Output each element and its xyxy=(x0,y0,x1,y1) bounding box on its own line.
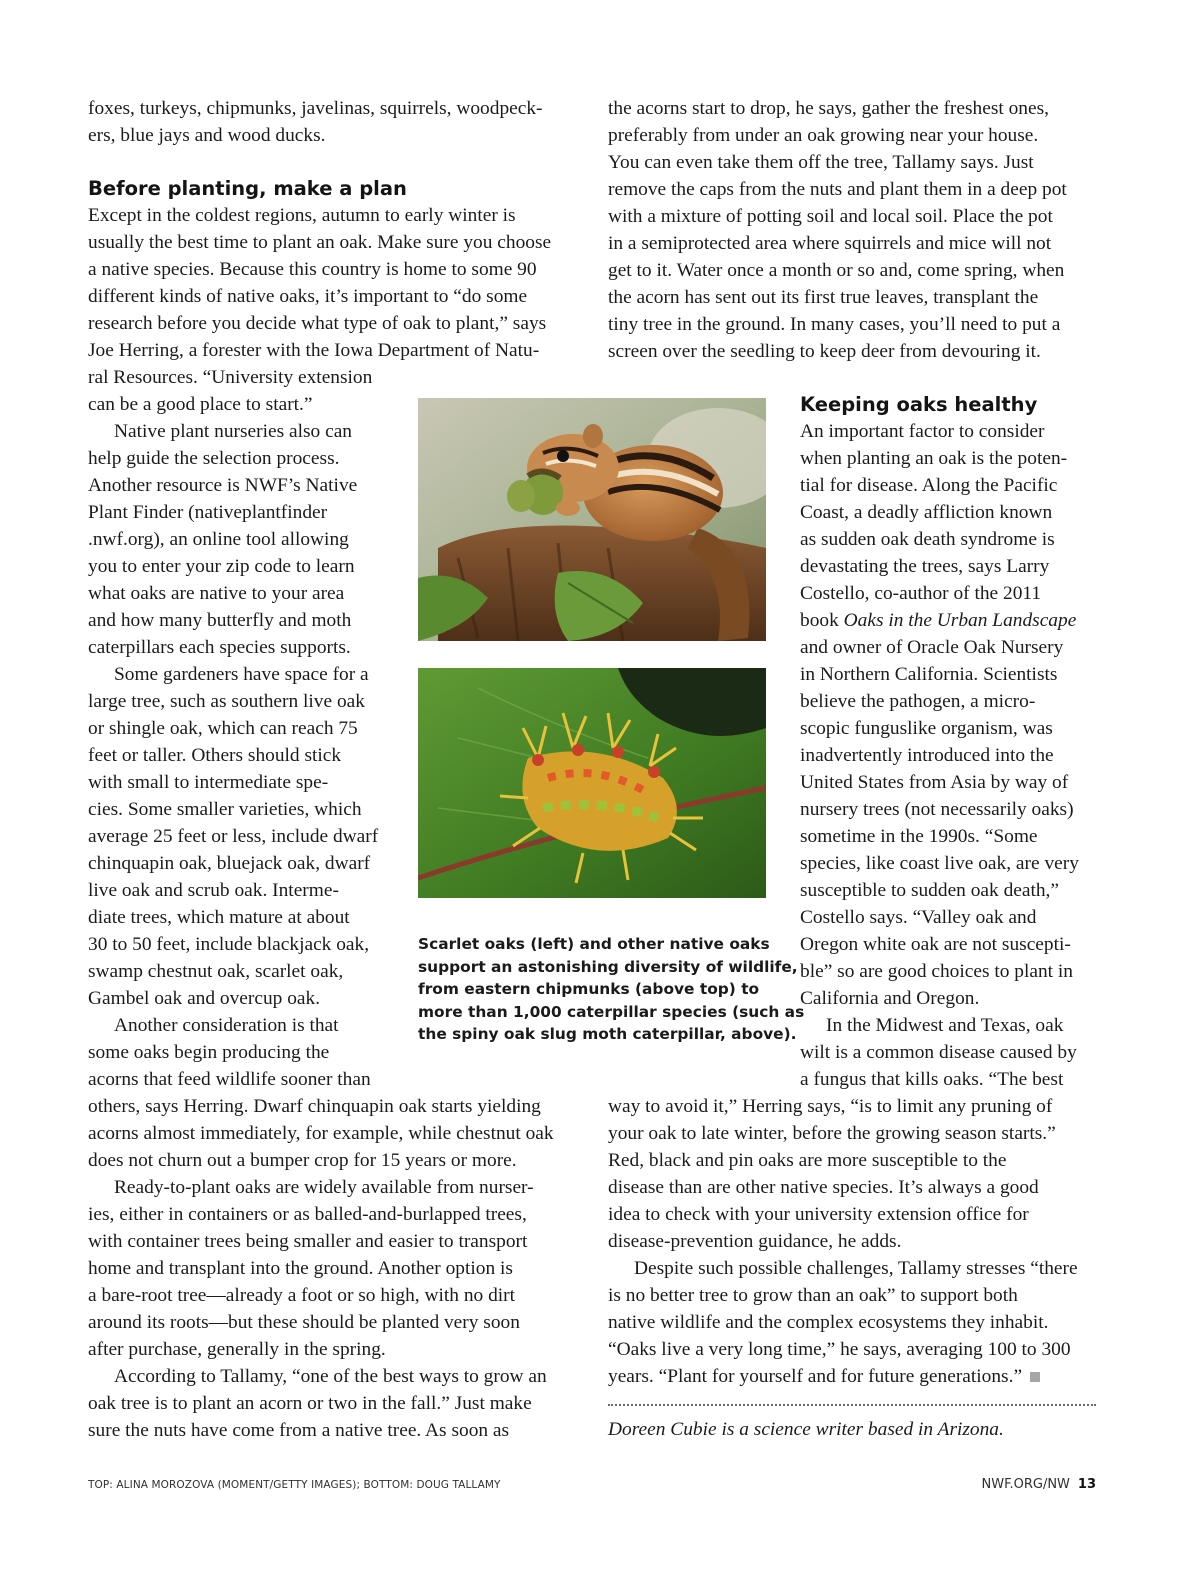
paragraph-acorns xyxy=(608,95,1067,365)
text-line: help guide the selection process. xyxy=(88,448,340,469)
heading-keeping-oaks-healthy: Keeping oaks healthy xyxy=(800,393,1038,416)
paragraph-plan xyxy=(88,202,551,418)
text-line: as sudden oak death syndrome is xyxy=(800,529,1055,550)
text-line: different kinds of native oaks, it’s important to “do some xyxy=(88,286,528,307)
text-line: ral Resources. “University extension xyxy=(88,367,373,388)
text-line: native wildlife and the complex ecosystems they inhabit. xyxy=(608,1312,1049,1333)
text-line: An important factor to consider xyxy=(800,421,1045,442)
text-closing: years. “Plant for yourself and for future generations.” xyxy=(608,1366,1023,1387)
paragraph-midwest-top xyxy=(800,1012,1077,1093)
text-line: ers, blue jays and wood ducks. xyxy=(88,125,326,146)
text-line: susceptible to sudden oak death,” xyxy=(800,880,1060,901)
text-line: devastating the trees, says Larry xyxy=(800,556,1050,577)
text-line: wilt is a common disease caused by xyxy=(800,1042,1077,1063)
text-line: tiny tree in the ground. In many cases, you’ll need to put a xyxy=(608,314,1061,335)
text-line: and how many butterfly and moth xyxy=(88,610,352,631)
text-line: average 25 feet or less, include dwarf xyxy=(88,826,379,847)
text-line: “Oaks live a very long time,” he says, averaging 100 to 300 xyxy=(608,1339,1071,1360)
text-line: preferably from under an oak growing near your house. xyxy=(608,125,1039,146)
text-line: Joe Herring, a forester with the Iowa Department of Natu- xyxy=(88,340,540,361)
text-line: idea to check with your university extension office for xyxy=(608,1204,1029,1225)
text-line: inadvertently introduced into the xyxy=(800,745,1054,766)
text-line: believe the pathogen, a micro- xyxy=(800,691,1036,712)
text-line: some oaks begin producing the xyxy=(88,1042,330,1063)
end-of-article-mark xyxy=(1030,1372,1040,1382)
text-line: scopic funguslike organism, was xyxy=(800,718,1053,739)
text-line: Coast, a deadly affliction known xyxy=(800,502,1053,523)
text-line: 30 to 50 feet, include blackjack oak, xyxy=(88,934,370,955)
text-line: around its roots—but these should be planted very soon xyxy=(88,1312,520,1333)
text-line: after purchase, generally in the spring. xyxy=(88,1339,386,1360)
paragraph-tallamy xyxy=(88,1363,547,1444)
text-line: with container trees being smaller and easier to transport xyxy=(88,1231,528,1252)
paragraph-disease xyxy=(800,418,1079,1012)
text-line: California and Oregon. xyxy=(800,988,980,1009)
text-line: others, says Herring. Dwarf chinquapin oak starts yielding xyxy=(88,1096,541,1117)
text-line: tial for disease. Along the Pacific xyxy=(800,475,1058,496)
site-url[interactable]: NWF.ORG/NW xyxy=(981,1477,1070,1492)
text-line: the acorns start to drop, he says, gather the freshest ones, xyxy=(608,98,1050,119)
text-line: usually the best time to plant an oak. Make sure you choose xyxy=(88,232,552,253)
text-line: feet or taller. Others should stick xyxy=(88,745,342,766)
text-line: is no better tree to grow than an oak” to support both xyxy=(608,1285,1018,1306)
caption-line: support an astonishing diversity of wildlife, xyxy=(418,957,798,976)
text-line: disease-prevention guidance, he adds. xyxy=(608,1231,902,1252)
photo-caption xyxy=(418,933,804,1046)
text-line: Ready-to-plant oaks are widely available from nurser- xyxy=(114,1177,534,1198)
book-title: Oaks in the Urban Landscape xyxy=(843,610,1077,631)
text-line: Plant Finder (nativeplantfinder xyxy=(88,502,328,523)
text-line: Another resource is NWF’s Native xyxy=(88,475,358,496)
text-line: does not churn out a bumper crop for 15 years or more. xyxy=(88,1150,517,1171)
text-book-word: book xyxy=(800,610,839,631)
paragraph-midwest-bottom xyxy=(608,1093,1056,1255)
text-line: diate trees, which mature at about xyxy=(88,907,350,928)
text-line: what oaks are native to your area xyxy=(88,583,345,604)
text-line: with a mixture of potting soil and local soil. Place the pot xyxy=(608,206,1053,227)
photo-chipmunk xyxy=(418,398,766,641)
intro-paragraph xyxy=(88,95,543,149)
text-line: oak tree is to plant an acorn or two in the fall.” Just make xyxy=(88,1393,532,1414)
paragraph-ready-to-plant xyxy=(88,1174,534,1363)
text-line: In the Midwest and Texas, oak xyxy=(826,1015,1064,1036)
text-line: get to it. Water once a month or so and, come spring, when xyxy=(608,260,1065,281)
text-line: sometime in the 1990s. “Some xyxy=(800,826,1038,847)
text-line: or shingle oak, which can reach 75 xyxy=(88,718,358,739)
paragraph-despite xyxy=(608,1255,1078,1390)
text-line: Despite such possible challenges, Tallamy stresses “there xyxy=(634,1258,1078,1279)
heading-before-planting: Before planting, make a plan xyxy=(88,177,407,200)
text-line: large tree, such as southern live oak xyxy=(88,691,365,712)
text-line: way to avoid it,” Herring says, “is to limit any pruning of xyxy=(608,1096,1053,1117)
text-line: a fungus that kills oaks. “The best xyxy=(800,1069,1064,1090)
text-line: Doreen Cubie is a science writer based in Arizona. xyxy=(608,1419,1004,1440)
chipmunk-illustration xyxy=(418,398,766,641)
paragraph-nurseries xyxy=(88,418,357,661)
text-line: nursery trees (not necessarily oaks) xyxy=(800,799,1074,820)
photo-caterpillar xyxy=(418,668,766,898)
page-footer xyxy=(982,1477,1097,1492)
text-line: Native plant nurseries also can xyxy=(114,421,352,442)
dotted-divider xyxy=(608,1404,1096,1406)
text-line: cies. Some smaller varieties, which xyxy=(88,799,362,820)
author-bio xyxy=(608,1416,1004,1443)
text-line: ble” so are good choices to plant in xyxy=(800,961,1074,982)
text-line: .nwf.org), an online tool allowing xyxy=(88,529,349,550)
caption-line: more than 1,000 caterpillar species (such as xyxy=(418,1002,805,1021)
text-line: in Northern California. Scientists xyxy=(800,664,1058,685)
text-line xyxy=(608,1363,1078,1390)
text-line: remove the caps from the nuts and plant them in a deep pot xyxy=(608,179,1067,200)
text-line: swamp chestnut oak, scarlet oak, xyxy=(88,961,344,982)
text-line: Oregon white oak are not suscepti- xyxy=(800,934,1071,955)
text-line: Costello, co-author of the 2011 xyxy=(800,583,1042,604)
text-line: Except in the coldest regions, autumn to early winter is xyxy=(88,205,516,226)
text-line: species, like coast live oak, are very xyxy=(800,853,1079,874)
text-line: acorns almost immediately, for example, while chestnut oak xyxy=(88,1123,554,1144)
text-line xyxy=(800,607,1079,634)
text-line: live oak and scrub oak. Interme- xyxy=(88,880,339,901)
text-line: Red, black and pin oaks are more susceptible to the xyxy=(608,1150,1007,1171)
text-line: caterpillars each species supports. xyxy=(88,637,351,658)
caption-line: Scarlet oaks (left) and other native oaks xyxy=(418,935,770,953)
text-line: in a semiprotected area where squirrels and mice will not xyxy=(608,233,1052,254)
paragraph-space xyxy=(88,661,378,1012)
text-line: chinquapin oak, bluejack oak, dwarf xyxy=(88,853,371,874)
text-line: Gambel oak and overcup oak. xyxy=(88,988,321,1009)
caption-line: from eastern chipmunks (above top) to xyxy=(418,980,760,998)
text-line: can be a good place to start.” xyxy=(88,394,313,415)
text-line: your oak to late winter, before the growing season starts.” xyxy=(608,1123,1056,1144)
text-line: and owner of Oracle Oak Nursery xyxy=(800,637,1064,658)
text-line: Costello says. “Valley oak and xyxy=(800,907,1037,928)
text-line: Some gardeners have space for a xyxy=(114,664,369,685)
text-line: sure the nuts have come from a native tree. As soon as xyxy=(88,1420,510,1441)
text-line: a native species. Because this country is home to some 90 xyxy=(88,259,537,280)
text-line: disease than are other native species. It’s always a good xyxy=(608,1177,1039,1198)
text-line: You can even take them off the tree, Tallamy says. Just xyxy=(608,152,1034,173)
text-line: acorns that feed wildlife sooner than xyxy=(88,1069,371,1090)
text-line: ies, either in containers or as balled-and-burlapped trees, xyxy=(88,1204,527,1225)
text-line: foxes, turkeys, chipmunks, javelinas, squirrels, woodpeck- xyxy=(88,98,543,119)
page-number: 13 xyxy=(1077,1477,1096,1492)
text-line: Another consideration is that xyxy=(114,1015,339,1036)
text-line: a bare-root tree—already a foot or so high, with no dirt xyxy=(88,1285,515,1306)
text-line: research before you decide what type of oak to plant,” says xyxy=(88,313,547,334)
photo-credits: TOP: ALINA MOROZOVA (MOMENT/GETTY IMAGES); BOTTOM: DOUG TALLAMY xyxy=(88,1479,501,1491)
text-line: United States from Asia by way of xyxy=(800,772,1069,793)
text-line: According to Tallamy, “one of the best ways to grow an xyxy=(114,1366,547,1387)
text-line: when planting an oak is the poten- xyxy=(800,448,1068,469)
text-line: with small to intermediate spe- xyxy=(88,772,329,793)
text-line: screen over the seedling to keep deer from devouring it. xyxy=(608,341,1041,362)
caterpillar-illustration xyxy=(418,668,766,898)
text-line: home and transplant into the ground. Another option is xyxy=(88,1258,513,1279)
caption-line: the spiny oak slug moth caterpillar, above). xyxy=(418,1025,797,1043)
text-line: the acorn has sent out its first true leaves, transplant the xyxy=(608,287,1039,308)
text-line: you to enter your zip code to learn xyxy=(88,556,355,577)
